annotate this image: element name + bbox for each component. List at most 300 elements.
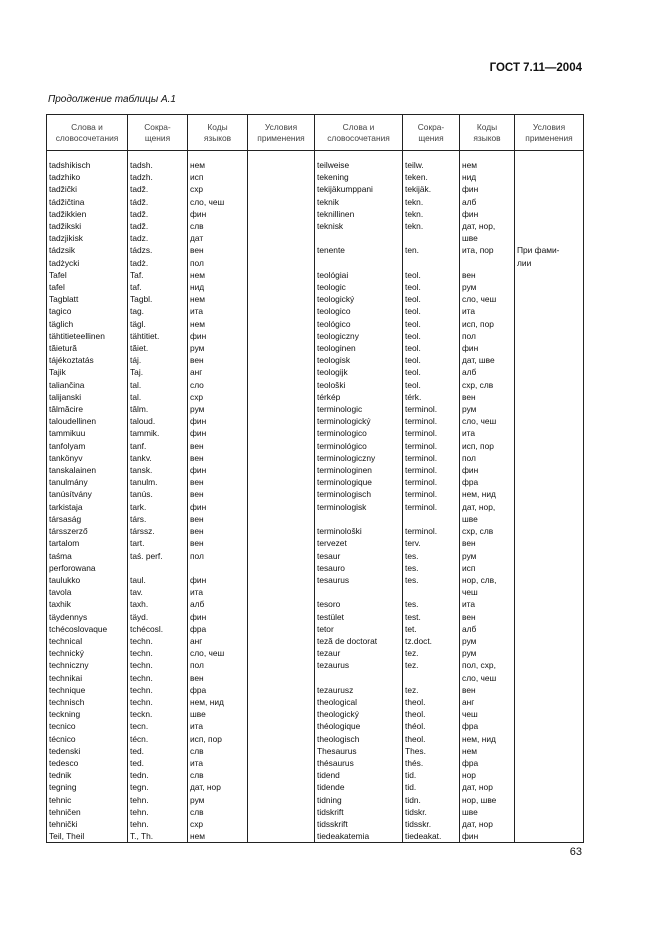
cell-conditions	[515, 452, 584, 464]
cell-conditions	[248, 391, 315, 403]
cell-word	[315, 513, 403, 525]
cell-word: testület	[315, 611, 403, 623]
cell-word: tehnički	[47, 818, 128, 830]
cell-language-codes: исп, пор	[460, 440, 515, 452]
cell-word: taulukko	[47, 574, 128, 586]
cell-word: tecnico	[47, 720, 128, 732]
cell-word: tedenski	[47, 745, 128, 757]
cell-word	[315, 232, 403, 244]
cell-word: teologijk	[315, 366, 403, 378]
cell-language-codes: сло, чеш	[460, 293, 515, 305]
cell-language-codes: алб	[460, 366, 515, 378]
cell-conditions	[515, 342, 584, 354]
cell-language-codes: исп, пор	[460, 318, 515, 330]
cell-language-codes: слв	[188, 220, 248, 232]
cell-abbreviation: tid.	[403, 769, 460, 781]
cell-conditions	[515, 488, 584, 500]
cell-word: Tagblatt	[47, 293, 128, 305]
cell-word: tadzjikisk	[47, 232, 128, 244]
cell-abbreviation: theol.	[403, 733, 460, 745]
cell-language-codes: ита	[188, 757, 248, 769]
table-row	[47, 452, 584, 464]
table-row	[47, 806, 584, 818]
cell-language-codes: исп	[188, 171, 248, 183]
cell-abbreviation: terminol.	[403, 501, 460, 513]
cell-word: tammikuu	[47, 427, 128, 439]
cell-abbreviation: techn.	[128, 684, 188, 696]
table-row	[47, 257, 584, 269]
cell-conditions	[515, 684, 584, 696]
cell-word: tekijäkumppani	[315, 183, 403, 195]
cell-word: tanfolyam	[47, 440, 128, 452]
cell-conditions	[515, 318, 584, 330]
cell-conditions	[248, 806, 315, 818]
cell-conditions	[515, 659, 584, 671]
cell-abbreviation: tal.	[128, 379, 188, 391]
cell-conditions	[248, 305, 315, 317]
cell-abbreviation: tidn.	[403, 794, 460, 806]
cell-abbreviation: techn.	[128, 647, 188, 659]
cell-language-codes: схр	[188, 183, 248, 195]
cell-language-codes: пол	[460, 330, 515, 342]
cell-language-codes: чеш	[460, 586, 515, 598]
cell-abbreviation: tav.	[128, 586, 188, 598]
cell-language-codes: нем	[188, 159, 248, 171]
cell-language-codes: пол, схр,	[460, 659, 515, 671]
cell-word: täydennys	[47, 611, 128, 623]
cell-word: theologický	[315, 708, 403, 720]
cell-word: tagico	[47, 305, 128, 317]
cell-abbreviation: tádzs.	[128, 244, 188, 256]
cell-conditions	[515, 305, 584, 317]
cell-conditions	[248, 220, 315, 232]
cell-abbreviation: teilw.	[403, 159, 460, 171]
table-row	[47, 830, 584, 843]
cell-conditions	[248, 684, 315, 696]
cell-abbreviation: terminol.	[403, 415, 460, 427]
cell-abbreviation: taxh.	[128, 598, 188, 610]
cell-language-codes: исп, пор	[188, 733, 248, 745]
cell-conditions	[515, 830, 584, 843]
cell-conditions	[248, 562, 315, 574]
cell-abbreviation: terminol.	[403, 440, 460, 452]
cell-abbreviation	[403, 232, 460, 244]
cell-word: techniczny	[47, 659, 128, 671]
cell-abbreviation: terminol.	[403, 488, 460, 500]
cell-conditions	[248, 696, 315, 708]
cell-conditions	[248, 635, 315, 647]
cell-language-codes: рум	[460, 635, 515, 647]
cell-language-codes: сло, чеш	[188, 647, 248, 659]
cell-conditions	[515, 537, 584, 549]
table-row	[47, 574, 584, 586]
cell-abbreviation: teol.	[403, 269, 460, 281]
cell-language-codes: вен	[188, 354, 248, 366]
cell-word: tidning	[315, 794, 403, 806]
cell-language-codes: сло	[188, 379, 248, 391]
cell-abbreviation: theol.	[403, 696, 460, 708]
cell-abbreviation: teol.	[403, 281, 460, 293]
cell-word: teológiai	[315, 269, 403, 281]
cell-conditions	[248, 769, 315, 781]
cell-abbreviation: tekn.	[403, 208, 460, 220]
cell-conditions	[515, 183, 584, 195]
table-continuation-label: Продолжение таблицы А.1	[48, 94, 176, 105]
cell-conditions	[248, 574, 315, 586]
cell-language-codes: нем, нид	[460, 733, 515, 745]
cell-abbreviation: ted.	[128, 745, 188, 757]
cell-conditions	[515, 366, 584, 378]
cell-word: tidsskrift	[315, 818, 403, 830]
cell-word: tanulmány	[47, 476, 128, 488]
cell-abbreviation: tidskr.	[403, 806, 460, 818]
column-header: Коды языков	[188, 115, 248, 151]
cell-word: Tajik	[47, 366, 128, 378]
cell-word: técnico	[47, 733, 128, 745]
cell-conditions	[248, 598, 315, 610]
table-row	[47, 684, 584, 696]
cell-abbreviation: tekn.	[403, 220, 460, 232]
cell-language-codes: фин	[460, 342, 515, 354]
cell-language-codes: сло, чеш	[188, 196, 248, 208]
cell-word: taśma	[47, 550, 128, 562]
cell-abbreviation: tart.	[128, 537, 188, 549]
cell-conditions	[248, 427, 315, 439]
cell-language-codes: ита, пор	[460, 244, 515, 256]
cell-abbreviation: tanf.	[128, 440, 188, 452]
cell-abbreviation: tes.	[403, 562, 460, 574]
table-row	[47, 208, 584, 220]
cell-language-codes: вен	[188, 488, 248, 500]
cell-conditions	[248, 244, 315, 256]
cell-conditions	[248, 672, 315, 684]
cell-conditions	[515, 379, 584, 391]
cell-word: társszerző	[47, 525, 128, 537]
table-row	[47, 488, 584, 500]
cell-conditions	[515, 672, 584, 684]
cell-word: teologisk	[315, 354, 403, 366]
cell-abbreviation: terminol.	[403, 476, 460, 488]
cell-word: teologiczny	[315, 330, 403, 342]
cell-abbreviation: terminol.	[403, 464, 460, 476]
cell-abbreviation: társ.	[128, 513, 188, 525]
cell-word: tafel	[47, 281, 128, 293]
cell-abbreviation: tehn.	[128, 806, 188, 818]
cell-word: tidskrift	[315, 806, 403, 818]
cell-language-codes: нем	[188, 318, 248, 330]
cell-abbreviation: tchécosl.	[128, 623, 188, 635]
table-row	[47, 244, 584, 256]
cell-conditions	[515, 220, 584, 232]
cell-abbreviation: tadž.	[128, 208, 188, 220]
cell-language-codes: вен	[188, 244, 248, 256]
cell-language-codes: схр	[188, 818, 248, 830]
cell-word: teologický	[315, 293, 403, 305]
cell-word: tájékoztatás	[47, 354, 128, 366]
cell-language-codes: вен	[188, 537, 248, 549]
cell-word: terminologiczny	[315, 452, 403, 464]
table-row	[47, 537, 584, 549]
cell-word: terminologic	[315, 403, 403, 415]
cell-conditions	[515, 232, 584, 244]
cell-language-codes: вен	[188, 452, 248, 464]
cell-abbreviation: terminol.	[403, 452, 460, 464]
cell-conditions	[515, 525, 584, 537]
cell-conditions	[515, 208, 584, 220]
table-row	[47, 611, 584, 623]
cell-language-codes: рум	[460, 403, 515, 415]
cell-abbreviation: tadž.	[128, 220, 188, 232]
cell-abbreviation: táj.	[128, 354, 188, 366]
cell-language-codes: фин	[460, 208, 515, 220]
cell-word: technical	[47, 635, 128, 647]
cell-language-codes: фра	[188, 623, 248, 635]
cell-word: theological	[315, 696, 403, 708]
cell-abbreviation: terminol.	[403, 403, 460, 415]
cell-abbreviation: teol.	[403, 330, 460, 342]
table-row	[47, 635, 584, 647]
table-row	[47, 733, 584, 745]
cell-language-codes: вен	[460, 537, 515, 549]
cell-word: terminologický	[315, 415, 403, 427]
cell-abbreviation: tegn.	[128, 781, 188, 793]
cell-word: tarkistaja	[47, 501, 128, 513]
cell-abbreviation: tadsh.	[128, 159, 188, 171]
cell-word: tadžikski	[47, 220, 128, 232]
cell-abbreviation: théol.	[403, 720, 460, 732]
cell-conditions	[248, 440, 315, 452]
cell-word: talijanski	[47, 391, 128, 403]
cell-abbreviation: Tagbl.	[128, 293, 188, 305]
cell-conditions	[515, 281, 584, 293]
cell-language-codes: пол	[188, 550, 248, 562]
cell-word: terminologique	[315, 476, 403, 488]
cell-language-codes: схр	[188, 391, 248, 403]
table-row	[47, 415, 584, 427]
cell-abbreviation: tähtitiet.	[128, 330, 188, 342]
cell-abbreviation: tes.	[403, 574, 460, 586]
cell-language-codes: фин	[188, 501, 248, 513]
table-row	[47, 440, 584, 452]
cell-conditions	[515, 708, 584, 720]
cell-word: technikai	[47, 672, 128, 684]
column-header: Сокра- щения	[128, 115, 188, 151]
table-row	[47, 159, 584, 171]
cell-word: terminološki	[315, 525, 403, 537]
cell-language-codes: пол	[188, 257, 248, 269]
table-row	[47, 550, 584, 562]
cell-word: tezaurus	[315, 659, 403, 671]
cell-word: tedesco	[47, 757, 128, 769]
cell-word: teckning	[47, 708, 128, 720]
cell-abbreviation: teken.	[403, 171, 460, 183]
cell-conditions	[248, 830, 315, 843]
cell-language-codes: шве	[460, 232, 515, 244]
table-row	[47, 757, 584, 769]
cell-language-codes: рум	[188, 794, 248, 806]
table-row	[47, 293, 584, 305]
table-row	[47, 476, 584, 488]
cell-abbreviation: ted.	[128, 757, 188, 769]
cell-conditions	[515, 427, 584, 439]
cell-language-codes: рум	[460, 550, 515, 562]
cell-abbreviation: test.	[403, 611, 460, 623]
cell-conditions	[515, 611, 584, 623]
cell-abbreviation: taś. perf.	[128, 550, 188, 562]
cell-language-codes: фра	[460, 476, 515, 488]
cell-word: teológico	[315, 318, 403, 330]
cell-language-codes: сло, чеш	[460, 672, 515, 684]
cell-conditions	[248, 159, 315, 171]
cell-word: Tafel	[47, 269, 128, 281]
table-row	[47, 696, 584, 708]
cell-conditions	[248, 818, 315, 830]
cell-abbreviation: tadz.	[128, 232, 188, 244]
cell-language-codes	[460, 257, 515, 269]
cell-conditions	[248, 720, 315, 732]
cell-word: térkép	[315, 391, 403, 403]
cell-conditions	[515, 415, 584, 427]
cell-abbreviation: Taj.	[128, 366, 188, 378]
cell-abbreviation: tanulm.	[128, 476, 188, 488]
cell-language-codes: вен	[188, 440, 248, 452]
cell-abbreviation	[128, 562, 188, 574]
cell-conditions	[248, 623, 315, 635]
cell-word: tádžičtina	[47, 196, 128, 208]
cell-language-codes: фин	[188, 208, 248, 220]
cell-abbreviation: terv.	[403, 537, 460, 549]
cell-language-codes: нем	[188, 293, 248, 305]
table-row	[47, 391, 584, 403]
cell-word: tenente	[315, 244, 403, 256]
cell-language-codes: дат, нор,	[460, 501, 515, 513]
cell-conditions	[515, 647, 584, 659]
cell-abbreviation: tehn.	[128, 818, 188, 830]
cell-abbreviation: tăiet.	[128, 342, 188, 354]
cell-word: teknisk	[315, 220, 403, 232]
cell-abbreviation: tez.	[403, 647, 460, 659]
cell-language-codes: ита	[188, 720, 248, 732]
table-row	[47, 342, 584, 354]
cell-conditions	[248, 232, 315, 244]
cell-language-codes: ита	[460, 427, 515, 439]
cell-language-codes: нем, нид	[188, 696, 248, 708]
cell-abbreviation: tankv.	[128, 452, 188, 464]
cell-conditions	[248, 757, 315, 769]
cell-word: teknik	[315, 196, 403, 208]
cell-abbreviation: társsz.	[128, 525, 188, 537]
table-row	[47, 708, 584, 720]
table-spacer-row	[47, 151, 584, 160]
cell-word: terminologisch	[315, 488, 403, 500]
column-header: Сокра- щения	[403, 115, 460, 151]
cell-abbreviation: tadž.	[128, 183, 188, 195]
cell-language-codes: слв	[188, 806, 248, 818]
table-row	[47, 305, 584, 317]
table-row	[47, 818, 584, 830]
cell-abbreviation: técn.	[128, 733, 188, 745]
cell-language-codes: дат	[188, 232, 248, 244]
cell-abbreviation: taul.	[128, 574, 188, 586]
cell-language-codes: вен	[188, 672, 248, 684]
cell-language-codes: дат, нор	[460, 818, 515, 830]
cell-language-codes: схр, слв	[460, 379, 515, 391]
cell-word: tervezet	[315, 537, 403, 549]
cell-language-codes: вен	[460, 269, 515, 281]
column-header: Слова и словосочетания	[47, 115, 128, 151]
cell-abbreviation: tanús.	[128, 488, 188, 500]
cell-conditions	[515, 196, 584, 208]
cell-word	[315, 672, 403, 684]
cell-language-codes: нид	[460, 171, 515, 183]
table-row	[47, 525, 584, 537]
cell-conditions	[515, 476, 584, 488]
cell-conditions	[248, 537, 315, 549]
cell-conditions	[248, 183, 315, 195]
cell-language-codes: рум	[188, 342, 248, 354]
table-row	[47, 403, 584, 415]
cell-word: tadżycki	[47, 257, 128, 269]
cell-language-codes: нем	[460, 745, 515, 757]
cell-language-codes: фин	[460, 464, 515, 476]
table-row	[47, 501, 584, 513]
cell-word: Thesaurus	[315, 745, 403, 757]
cell-conditions	[515, 781, 584, 793]
cell-word: tanúsítvány	[47, 488, 128, 500]
cell-abbreviation: tark.	[128, 501, 188, 513]
cell-abbreviation	[403, 586, 460, 598]
cell-language-codes: фин	[188, 611, 248, 623]
table-row	[47, 281, 584, 293]
cell-conditions	[248, 415, 315, 427]
table-row	[47, 586, 584, 598]
cell-abbreviation: techn.	[128, 672, 188, 684]
cell-language-codes: фин	[188, 574, 248, 586]
cell-word: teologinen	[315, 342, 403, 354]
table-row	[47, 366, 584, 378]
table-row	[47, 232, 584, 244]
cell-conditions	[248, 379, 315, 391]
cell-conditions	[248, 611, 315, 623]
cell-abbreviation: techn.	[128, 696, 188, 708]
cell-conditions	[248, 196, 315, 208]
cell-conditions	[248, 745, 315, 757]
cell-conditions	[515, 440, 584, 452]
abbreviation-table	[46, 114, 584, 843]
cell-abbreviation: térk.	[403, 391, 460, 403]
cell-conditions	[248, 318, 315, 330]
cell-word: tezaur	[315, 647, 403, 659]
cell-word: perforowana	[47, 562, 128, 574]
table-row	[47, 623, 584, 635]
cell-abbreviation: tadż.	[128, 257, 188, 269]
table-row	[47, 672, 584, 684]
table-row	[47, 647, 584, 659]
table-row	[47, 720, 584, 732]
cell-conditions	[515, 562, 584, 574]
cell-abbreviation: Thes.	[403, 745, 460, 757]
cell-conditions	[248, 293, 315, 305]
cell-abbreviation: ten.	[403, 244, 460, 256]
cell-conditions	[515, 293, 584, 305]
cell-abbreviation: T., Th.	[128, 830, 188, 843]
cell-abbreviation: tádž.	[128, 196, 188, 208]
cell-language-codes: вен	[460, 684, 515, 696]
cell-abbreviation: tadzh.	[128, 171, 188, 183]
cell-abbreviation: tedn.	[128, 769, 188, 781]
cell-conditions	[515, 733, 584, 745]
cell-conditions	[248, 647, 315, 659]
